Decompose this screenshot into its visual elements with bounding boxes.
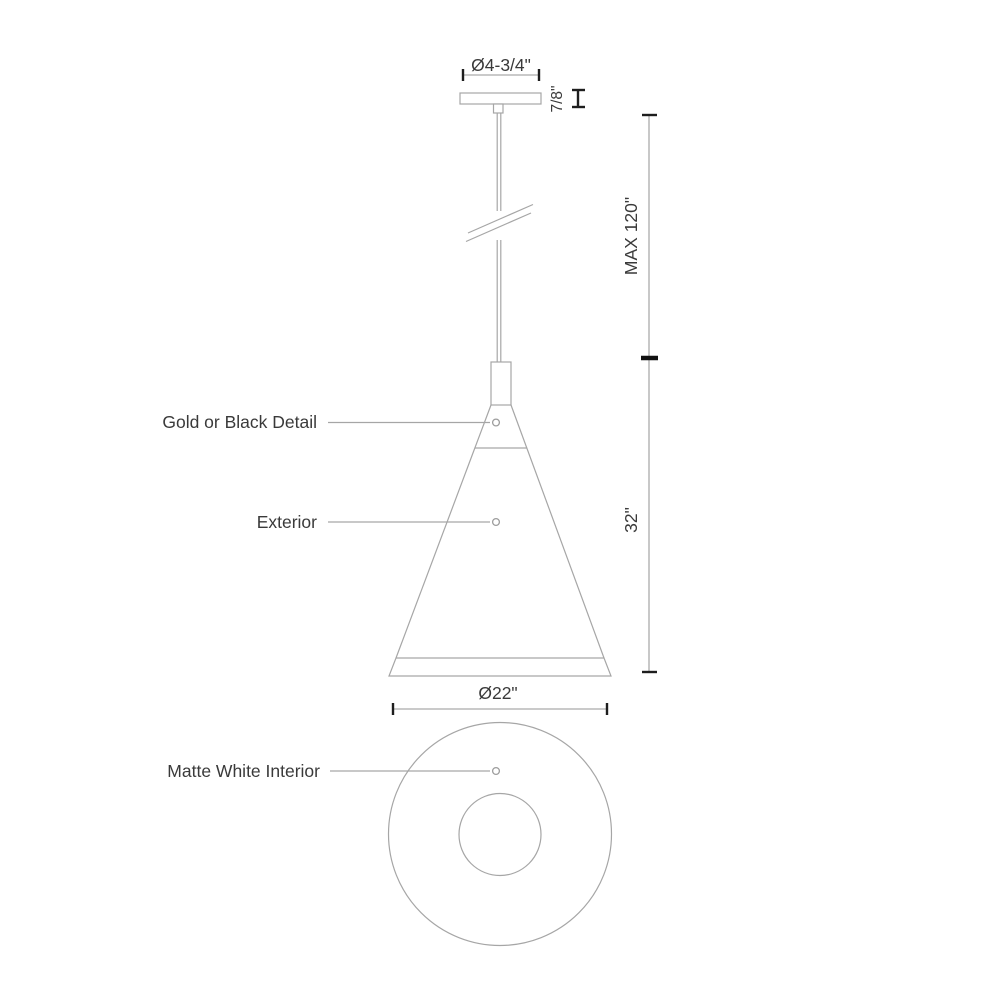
cone-shade-side-view (389, 405, 611, 676)
exterior-leader-dot (493, 519, 500, 526)
bottom-view-outer-circle (389, 723, 612, 946)
shade-bottom-view (389, 723, 612, 946)
callout-interior (167, 761, 499, 781)
socket-outline (491, 362, 511, 405)
detail-leader-dot (493, 419, 500, 426)
callout-detail (162, 412, 499, 432)
ceiling-canopy (460, 93, 541, 113)
shade-diameter-dimension-text: Ø22" (478, 683, 518, 703)
interior-label-text: Matte White Interior (167, 761, 320, 781)
detail-label-text: Gold or Black Detail (162, 412, 317, 432)
interior-leader-dot (493, 768, 500, 775)
overall-height-dimension (621, 115, 658, 672)
shade-left-slant-line (396, 405, 491, 658)
shade-diameter-dimension (393, 683, 607, 715)
exterior-label-text: Exterior (256, 512, 317, 532)
bottom-view-inner-circle (459, 794, 541, 876)
canopy-height-dimension (549, 85, 585, 112)
canopy-stem-outline (494, 104, 504, 113)
cord-break-line-lower (466, 213, 531, 242)
shade-height-dimension-text: 32" (621, 507, 641, 533)
callout-exterior (257, 512, 500, 532)
shade-bottom-rim-outline (389, 658, 611, 676)
canopy-height-dimension-text: 7/8" (549, 85, 566, 113)
shade-right-slant-line (511, 405, 604, 658)
canopy-plate-outline (460, 93, 541, 104)
cord-max-length-dimension-text: MAX 120" (621, 196, 641, 276)
canopy-diameter-dimension-text: Ø4-3/4" (471, 55, 531, 75)
suspension-cord (466, 113, 533, 362)
canopy-diameter-dimension (463, 55, 539, 81)
